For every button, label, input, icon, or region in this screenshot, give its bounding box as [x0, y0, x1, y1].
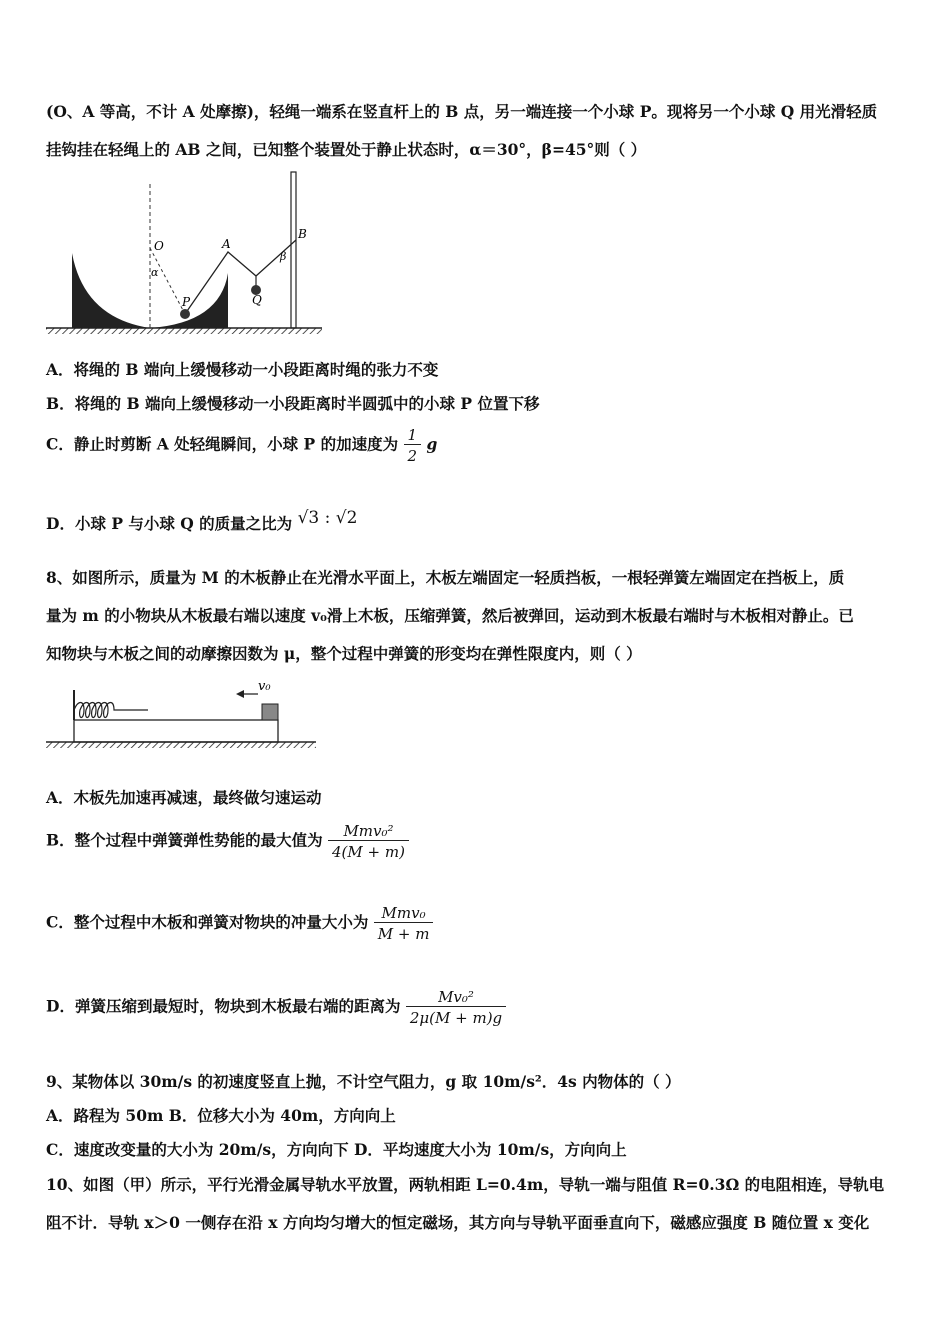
q8-option-c-fraction — [374, 904, 434, 943]
q9-options-ab: A．路程为 50m B．位移大小为 40m，方向向上 — [46, 1106, 396, 1125]
q8-label-v0: v₀ — [258, 679, 271, 694]
q7-label-b: B — [298, 227, 307, 241]
q8-stem-line1: 8、如图所示，质量为 M 的木板静止在光滑水平面上，木板左端固定一轻质挡板，一根轻弹簧左端固定在挡板上，质 — [46, 568, 845, 587]
q7-label-p: P — [182, 295, 191, 309]
q7-option-c-denominator: 2 — [404, 444, 422, 465]
q7-option-c — [46, 426, 437, 465]
q8-option-b-text: B．整个过程中弹簧弹性势能的最大值为 — [46, 830, 323, 850]
q8-option-c-denominator: M + m — [374, 922, 434, 943]
q7-label-o: O — [154, 239, 164, 253]
q8-option-b — [46, 822, 409, 861]
q8-option-d-denominator: 2μ(M + m)g — [406, 1006, 506, 1027]
q8-option-d-fraction — [406, 988, 506, 1027]
q8-option-d-text: D．弹簧压缩到最短时，物块到木板最右端的距离为 — [46, 996, 401, 1016]
q9-stem: 9、某物体以 30m/s 的初速度竖直上抛，不计空气阻力，g 取 10m/s²．4s 内物体的（ ） — [46, 1072, 681, 1091]
q8-block — [262, 704, 278, 720]
q8-board — [74, 720, 278, 742]
q8-option-c-numerator: Mmv₀ — [381, 904, 426, 922]
q8-arrow-head — [236, 690, 244, 698]
q8-stem-line3: 知物块与木板之间的动摩擦因数为 μ，整个过程中弹簧的形变均在弹性限度内，则（ ） — [46, 644, 642, 663]
q7-option-c-fraction — [404, 426, 422, 465]
q8-figure — [44, 672, 319, 756]
q9-options-cd: C．速度改变量的大小为 20m/s，方向向下 D．平均速度大小为 10m/s，方向向上 — [46, 1140, 627, 1159]
q7-label-q: Q — [252, 293, 262, 307]
q7-option-d — [46, 508, 358, 534]
q7-ball-p — [180, 309, 190, 319]
q8-option-c — [46, 904, 433, 943]
q8-option-c-text: C．整个过程中木板和弹簧对物块的冲量大小为 — [46, 912, 369, 932]
q7-vertical-rod — [291, 172, 296, 328]
q8-option-b-numerator: Mmv₀² — [343, 822, 394, 840]
q7-option-b: B．将绳的 B 端向上缓慢移动一小段距离时半圆弧中的小球 P 位置下移 — [46, 394, 540, 413]
q7-option-a: A．将绳的 B 端向上缓慢移动一小段距离时绳的张力不变 — [46, 360, 439, 379]
q8-spring — [74, 703, 148, 718]
q10-stem-line2: 阻不计．导轨 x＞0 一侧存在沿 x 方向均匀增大的恒定磁场，其方向与导轨平面垂直向下，磁感应强度 B 随位置 x 变化 — [46, 1213, 870, 1232]
q7-stem-line1: (O、A 等高，不计 A 处摩擦)，轻绳一端系在竖直杆上的 B 点，另一端连接一个小球 P。现将另一个小球 Q 用光滑轻质 — [46, 102, 878, 121]
q7-stem-line2: 挂钩挂在轻绳上的 AB 之间，已知整个装置处于静止状态时，α＝30°，β=45°则（ ） — [46, 140, 647, 159]
q8-option-d-numerator: Mv₀² — [438, 988, 474, 1006]
q7-figure — [44, 168, 324, 340]
q7-left-bowl — [72, 253, 150, 328]
q7-option-d-math: √3 : √2 — [297, 508, 358, 528]
q8-stem-line2: 量为 m 的小物块从木板最右端以速度 v₀滑上木板，压缩弹簧，然后被弹回，运动到木板最右端时与木板相对静止。已 — [46, 606, 854, 625]
q8-option-b-denominator: 4(M + m) — [328, 840, 409, 861]
q7-option-c-tail: g — [426, 434, 438, 454]
q8-ground-hatch — [46, 742, 316, 748]
q10-stem-line1: 10、如图（甲）所示，平行光滑金属导轨水平放置，两轨相距 L=0.4m，导轨一端与阻值 R=0.3Ω 的电阻相连，导轨电 — [46, 1175, 885, 1194]
q8-option-a: A．木板先加速再减速，最终做匀速运动 — [46, 788, 322, 807]
q7-option-c-numerator: 1 — [407, 426, 418, 444]
q7-radius-dashed — [150, 248, 185, 314]
q7-label-alpha: α — [151, 266, 159, 279]
q7-label-a: A — [222, 237, 231, 251]
q8-option-b-fraction — [328, 822, 409, 861]
q7-label-beta: β — [280, 250, 287, 263]
q7-option-d-text: D．小球 P 与小球 Q 的质量之比为 — [46, 514, 293, 533]
q8-option-d — [46, 988, 506, 1027]
q7-ground-hatch — [46, 328, 322, 334]
q7-option-c-text: C．静止时剪断 A 处轻绳瞬间，小球 P 的加速度为 — [46, 434, 399, 454]
